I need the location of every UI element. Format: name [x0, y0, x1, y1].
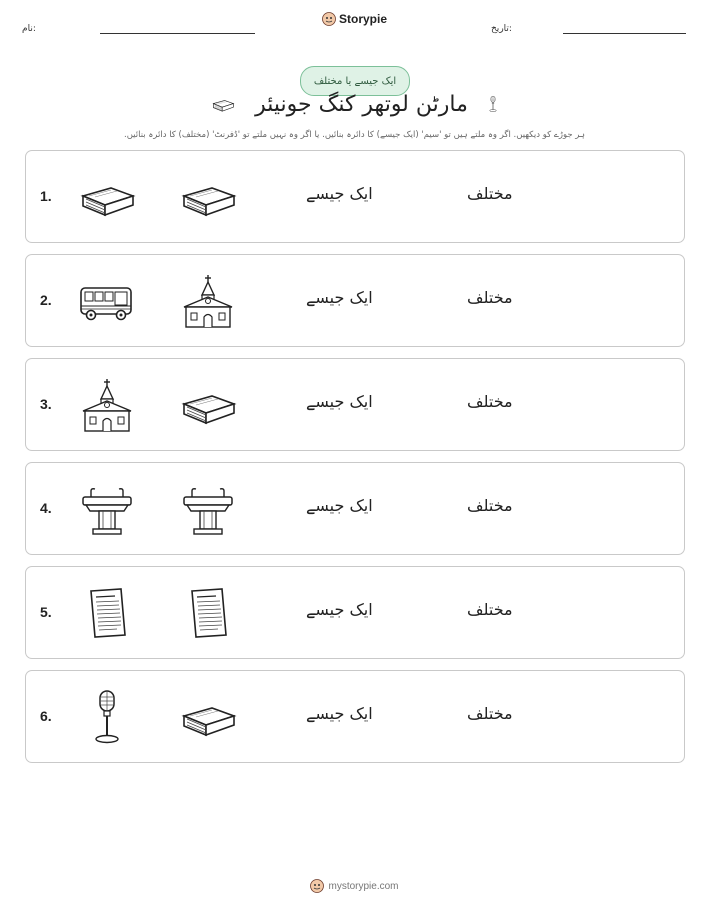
question-number: 4.	[40, 500, 52, 516]
same-option[interactable]: ایک جیسے	[306, 704, 373, 723]
book-icon	[207, 94, 239, 114]
different-option[interactable]: مختلف	[467, 392, 513, 411]
same-option[interactable]: ایک جیسے	[306, 184, 373, 203]
water-fountain-icon	[178, 481, 238, 537]
question-row	[25, 358, 685, 451]
question-row	[25, 150, 685, 243]
different-option[interactable]: مختلف	[467, 288, 513, 307]
question-number: 6.	[40, 708, 52, 724]
brand-logo	[322, 12, 387, 26]
worksheet-title: مارٹن لوتھر کنگ جونیئر	[255, 91, 468, 117]
question-number: 2.	[40, 292, 52, 308]
bus-icon	[77, 273, 137, 329]
water-fountain-icon	[77, 481, 137, 537]
worksheet-header	[0, 0, 709, 50]
question-row	[25, 462, 685, 555]
title-row	[0, 88, 709, 120]
name-line	[100, 33, 255, 34]
different-option[interactable]: مختلف	[467, 704, 513, 723]
footer	[0, 879, 709, 893]
same-or-different-badge: ایک جیسے یا مختلف	[300, 66, 410, 96]
date-line	[563, 33, 686, 34]
storypie-mascot-icon	[322, 12, 336, 26]
microphone-icon	[77, 689, 137, 745]
different-option[interactable]: مختلف	[467, 496, 513, 515]
name-label: نام:	[22, 24, 36, 34]
book-icon	[178, 377, 238, 433]
question-row	[25, 670, 685, 763]
brand-name: Storypie	[339, 12, 388, 26]
question-row	[25, 254, 685, 347]
same-option[interactable]: ایک جیسے	[306, 392, 373, 411]
question-number: 5.	[40, 604, 52, 620]
church-icon	[178, 273, 238, 329]
storypie-mascot-icon	[310, 879, 324, 893]
book-icon	[77, 169, 137, 225]
instructions: ہر جوڑے کو دیکھیں. اگر وہ ملتے ہیں تو 'سیم' (ایک جیسے) کا دائرہ بنائیں. یا اگر وہ نہیں ملتے تو 'ڈفرنٹ' (مختلف) کا دائرہ بنائیں.	[124, 130, 585, 140]
question-number: 3.	[40, 396, 52, 412]
date-label: تاریخ:	[491, 24, 512, 34]
different-option[interactable]: مختلف	[467, 184, 513, 203]
book-icon	[178, 169, 238, 225]
microphone-icon	[484, 90, 502, 118]
document-icon	[77, 585, 137, 641]
different-option[interactable]: مختلف	[467, 600, 513, 619]
question-row	[25, 566, 685, 659]
church-icon	[77, 377, 137, 433]
same-option[interactable]: ایک جیسے	[306, 288, 373, 307]
same-option[interactable]: ایک جیسے	[306, 600, 373, 619]
footer-site: mystorypie.com	[328, 880, 399, 892]
question-number: 1.	[40, 188, 52, 204]
same-option[interactable]: ایک جیسے	[306, 496, 373, 515]
book-icon	[178, 689, 238, 745]
document-icon	[178, 585, 238, 641]
